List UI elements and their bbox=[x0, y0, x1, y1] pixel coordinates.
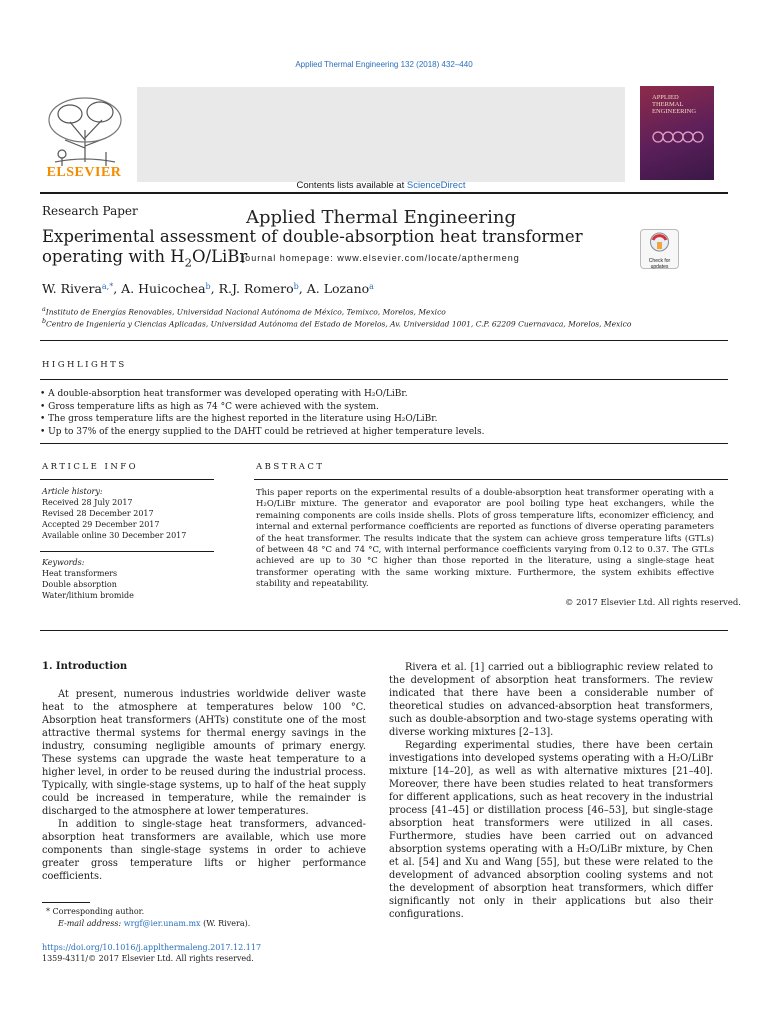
paragraph: In addition to single-stage heat transformers, advanced-absorption heat transformers are available, which use more components than single-stage systems in order to achieve greater gross temperature lifts or higher performance coefficients. bbox=[42, 819, 366, 882]
author-name[interactable]: R.J. Romero bbox=[218, 281, 294, 296]
highlight-item: • Gross temperature lifts as high as 74 °C were achieved with the system. bbox=[40, 401, 730, 414]
affiliation-b bbox=[42, 318, 631, 329]
highlights-rule-top bbox=[40, 379, 728, 380]
abstract-rule bbox=[254, 479, 728, 480]
left-column bbox=[42, 688, 366, 883]
article-info-rule bbox=[40, 479, 214, 480]
affiliation-marker: b bbox=[42, 318, 47, 325]
sciencedirect-link[interactable]: ScienceDirect bbox=[406, 180, 466, 191]
history-revised: Revised 28 December 2017 bbox=[42, 509, 154, 518]
corresponding-author-note: * Corresponding author. bbox=[46, 907, 145, 916]
email-note bbox=[58, 918, 250, 929]
section-heading-introduction: 1. Introduction bbox=[42, 661, 128, 672]
history-accepted: Accepted 29 December 2017 bbox=[42, 520, 160, 529]
title-line-2 bbox=[42, 247, 602, 272]
abstract-heading: ABSTRACT bbox=[256, 462, 325, 472]
affiliation-text: Instituto de Energías Renovables, Universidad Nacional Autónoma de México, Temixco, Morelos, Mexico bbox=[45, 307, 446, 317]
title-subscript: 2 bbox=[184, 255, 192, 270]
email-label: E-mail address: bbox=[58, 919, 124, 928]
affiliation-marker: a bbox=[42, 306, 46, 313]
author-name[interactable]: W. Rivera bbox=[42, 281, 102, 296]
check-for-updates-badge[interactable] bbox=[640, 229, 679, 269]
keyword: Heat transformers bbox=[42, 569, 118, 578]
body-rule bbox=[40, 630, 728, 631]
history-received: Received 28 July 2017 bbox=[42, 498, 133, 507]
keywords-rule bbox=[40, 551, 214, 552]
journal-reference[interactable]: Applied Thermal Engineering 132 (2018) 432–440 bbox=[295, 60, 473, 69]
author-affiliation-marker[interactable]: a,* bbox=[101, 282, 114, 291]
author-list: W. Rivera$^{a,*}$, A. Huicochea$^b$, R.J. Romero$^b$, A. Lozano$^a$ bbox=[42, 281, 374, 296]
keywords-label: Keywords: bbox=[42, 558, 85, 567]
title-line-1: Experimental assessment of double-absorption heat transformer bbox=[42, 227, 583, 246]
email-suffix: (W. Rivera). bbox=[200, 919, 251, 928]
cover-graphic bbox=[650, 130, 706, 144]
elsevier-wordmark: ELSEVIER bbox=[46, 165, 122, 180]
footnote-rule bbox=[42, 902, 90, 903]
affiliation-text: Centro de Ingeniería y Ciencias Aplicadas, Universidad Autónoma del Estado de Morelos, Av. Universidad 1001, C.P. 62209 Cuernavaca, Morelos, Mexico bbox=[46, 319, 632, 329]
keywords bbox=[42, 557, 214, 601]
check-for-updates-icon bbox=[641, 230, 678, 254]
check-for-updates-label: Check for updates bbox=[648, 258, 671, 270]
contents-line bbox=[137, 180, 625, 191]
keyword: Double absorption bbox=[42, 580, 117, 589]
author-affiliation-marker[interactable]: b bbox=[293, 282, 299, 291]
doi-link[interactable]: https://doi.org/10.1016/j.applthermaleng.2017.12.117 bbox=[42, 943, 262, 952]
article-type: Research Paper bbox=[42, 204, 138, 218]
author-affiliation-marker[interactable]: b bbox=[205, 282, 211, 291]
author-name[interactable]: A. Huicochea bbox=[121, 281, 206, 296]
title-line-2-pre: operating with H bbox=[42, 247, 185, 266]
issn-copyright: 1359-4311/© 2017 Elsevier Ltd. All rights reserved. bbox=[42, 954, 254, 963]
contents-prefix: Contents lists available at bbox=[296, 180, 407, 191]
highlights-list bbox=[40, 388, 730, 438]
paragraph: At present, numerous industries worldwide deliver waste heat to the atmosphere at temperatures below 100 °C. Absorption heat transformers (AHTs) constitute one of the most attractive thermal systems for thermal energy savings in the industry, consuming negligible amounts of primary energy. These systems can upgrade the waste heat temperature to a higher level, in order to be reused during the industrial process. Typically, with single-stage systems, up to half of the heat supply could be increased in temperature, while the remainder is discharged to the atmosphere at lower temperatures. bbox=[42, 689, 366, 817]
title-line-2-post: O/LiBr bbox=[191, 247, 248, 266]
highlight-item: • A double-absorption heat transformer was developed operating with H₂O/LiBr. bbox=[40, 388, 730, 401]
article-info bbox=[42, 486, 214, 541]
highlights-heading: HIGHLIGHTS bbox=[42, 360, 127, 370]
journal-homepage[interactable]: journal homepage: www.elsevier.com/locate/apthermeng bbox=[242, 253, 520, 263]
journal-title: Applied Thermal Engineering bbox=[246, 207, 516, 228]
journal-cover[interactable] bbox=[640, 86, 714, 180]
affiliation-a bbox=[42, 306, 446, 317]
history-online: Available online 30 December 2017 bbox=[42, 531, 187, 540]
keyword: Water/lithium bromide bbox=[42, 591, 134, 600]
header-rule bbox=[40, 192, 728, 194]
abstract-text: This paper reports on the experimental results of a double-absorption heat transformer operating with a H₂O/LiBr mixture. The generator and evaporator are pool boiling type heat exchangers, while the remaining components are coils inside shells. Plots of gross temperature lifts, economizer efficiency, and internal and external performance coefficients are reported as functions of diverse operating parameters of the heat transformer. The results indicate that the system can achieve gross temperature lifts (GTLs) of between 48 °C and 74 °C, with internal performance coefficients varying from 0.12 to 0.37. The GTLs achieved are up to 30 °C higher than those reported in the literature, using a single-stage heat transformer operating with the same working mixture. Furthermore, the system exhibits effective stability and repeatability. bbox=[256, 488, 714, 590]
cover-title: APPLIED THERMAL ENGINEERING bbox=[652, 94, 697, 115]
paragraph: Rivera et al. [1] carried out a bibliographic review related to the development of absorption heat transformers. The review indicated that there have been a considerable number of theoretical studies on advanced-absorption heat transformers, such as double-absorption and two-stage systems operating with diverse working mixtures [2–13]. bbox=[389, 662, 713, 738]
history-label: Article history: bbox=[42, 487, 103, 496]
abstract-copyright: © 2017 Elsevier Ltd. All rights reserved. bbox=[564, 598, 741, 608]
author-affiliation-marker[interactable]: a bbox=[369, 282, 374, 291]
right-column bbox=[389, 661, 713, 921]
email-link[interactable]: wrgf@ier.unam.mx bbox=[123, 919, 201, 928]
highlight-item: • Up to 37% of the energy supplied to the DAHT could be retrieved at higher temperature levels. bbox=[40, 426, 730, 439]
author-name[interactable]: A. Lozano bbox=[306, 281, 370, 296]
highlights-rule-bottom bbox=[40, 443, 728, 444]
article-info-heading: ARTICLE INFO bbox=[42, 462, 139, 472]
article-title bbox=[42, 227, 602, 272]
paragraph: Regarding experimental studies, there have been certain investigations into developed systems operating with a H₂O/LiBr mixture [14–20], as well as with alternative mixtures [21–40]. Moreover, there have been studies related to heat transformers for different applications, such as heat recovery in the industrial process [41–45] or distillation process [46–53], but single-stage absorption heat transformers were utilized in all cases. Furthermore, studies have been carried out on advanced absorption systems operating with a H₂O/LiBr mixture, by Chen et al. [54] and Xu and Wang [55], but these were related to the development of advanced absorption cooling systems and not the development of absorption heat transformers, which differ significantly not only in their applications but also their configurations. bbox=[389, 740, 713, 920]
affiliations-rule bbox=[40, 340, 728, 341]
highlight-item: • The gross temperature lifts are the highest reported in the literature using H₂O/LiBr. bbox=[40, 413, 730, 426]
